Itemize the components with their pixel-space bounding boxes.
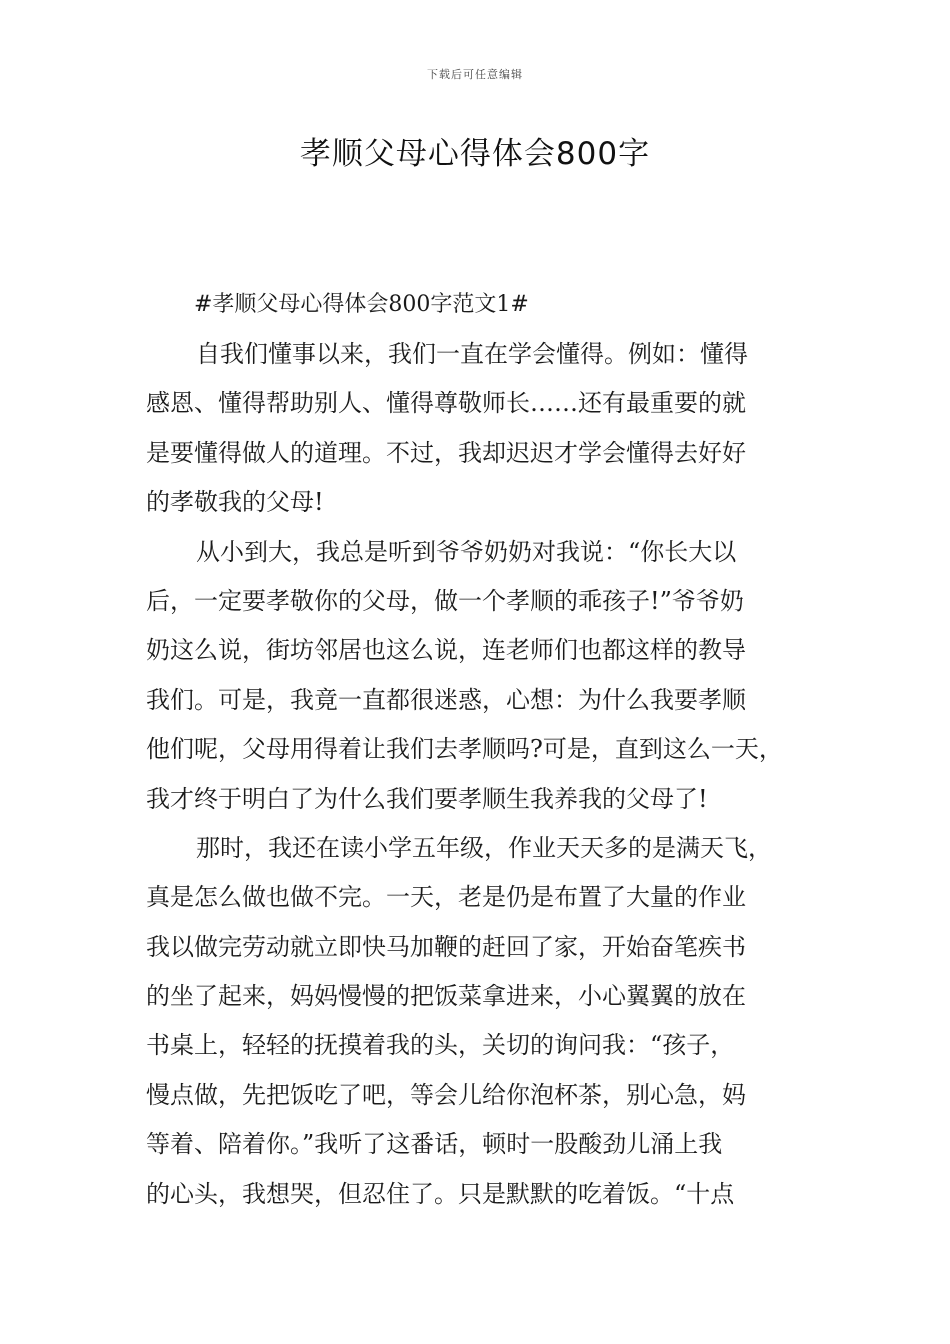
text-line: 慢点做，先把饭吃了吧，等会儿给你泡杯茶，别心急，妈 bbox=[146, 1080, 746, 1109]
text-line: 那时，我还在读小学五年级，作业天天多的是满天飞， bbox=[196, 833, 772, 862]
text-line: 他们呢，父母用得着让我们去孝顺吗?可是，直到这么一天， bbox=[146, 735, 783, 764]
text-line: 等着、陪着你。”我听了这番话，顿时一股酸劲儿涌上我 bbox=[146, 1130, 723, 1159]
section-heading: #孝顺父母心得体会800字范文1# bbox=[194, 292, 529, 317]
text-line: 我以做完劳动就立即快马加鞭的赶回了家，开始奋笔疾书 bbox=[146, 932, 746, 961]
text-line: 的坐了起来，妈妈慢慢的把饭菜拿进来，小心翼翼的放在 bbox=[146, 982, 746, 1011]
text-line: 书桌上，轻轻的抚摸着我的头，关切的询问我：“孩子， bbox=[146, 1031, 735, 1060]
text-line: 奶这么说，街坊邻居也这么说，连老师们也都这样的教导 bbox=[146, 636, 746, 665]
text-line: 感恩、懂得帮助别人、懂得尊敬师长……还有最重要的就 bbox=[146, 389, 746, 418]
text-line: 我们。可是，我竟一直都很迷惑，心想：为什么我要孝顺 bbox=[146, 685, 746, 714]
text-line: 是要懂得做人的道理。不过，我却迟迟才学会懂得去好好 bbox=[146, 438, 746, 467]
text-line: 的孝敬我的父母! bbox=[146, 488, 324, 517]
document-body bbox=[146, 280, 811, 1219]
text-line: 自我们懂事以来，我们一直在学会懂得。例如：懂得 bbox=[196, 340, 748, 368]
paragraph-lines bbox=[146, 330, 811, 1219]
text-line: 我才终于明白了为什么我们要孝顺生我养我的父母了! bbox=[146, 784, 708, 813]
document-title: 孝顺父母心得体会800字 bbox=[299, 136, 651, 172]
text-line: 真是怎么做也做不完。一天，老是仍是布置了大量的作业 bbox=[146, 883, 746, 912]
text-line: 后，一定要孝敬你的父母，做一个孝顺的乖孩子!”爷爷奶 bbox=[146, 586, 744, 615]
text-line: 的心头，我想哭，但忍住了。只是默默的吃着饭。“十点 bbox=[146, 1179, 735, 1208]
header-note: 下载后可任意编辑 bbox=[427, 68, 523, 81]
text-line: 从小到大，我总是听到爷爷奶奶对我说：“你长大以 bbox=[196, 537, 737, 566]
